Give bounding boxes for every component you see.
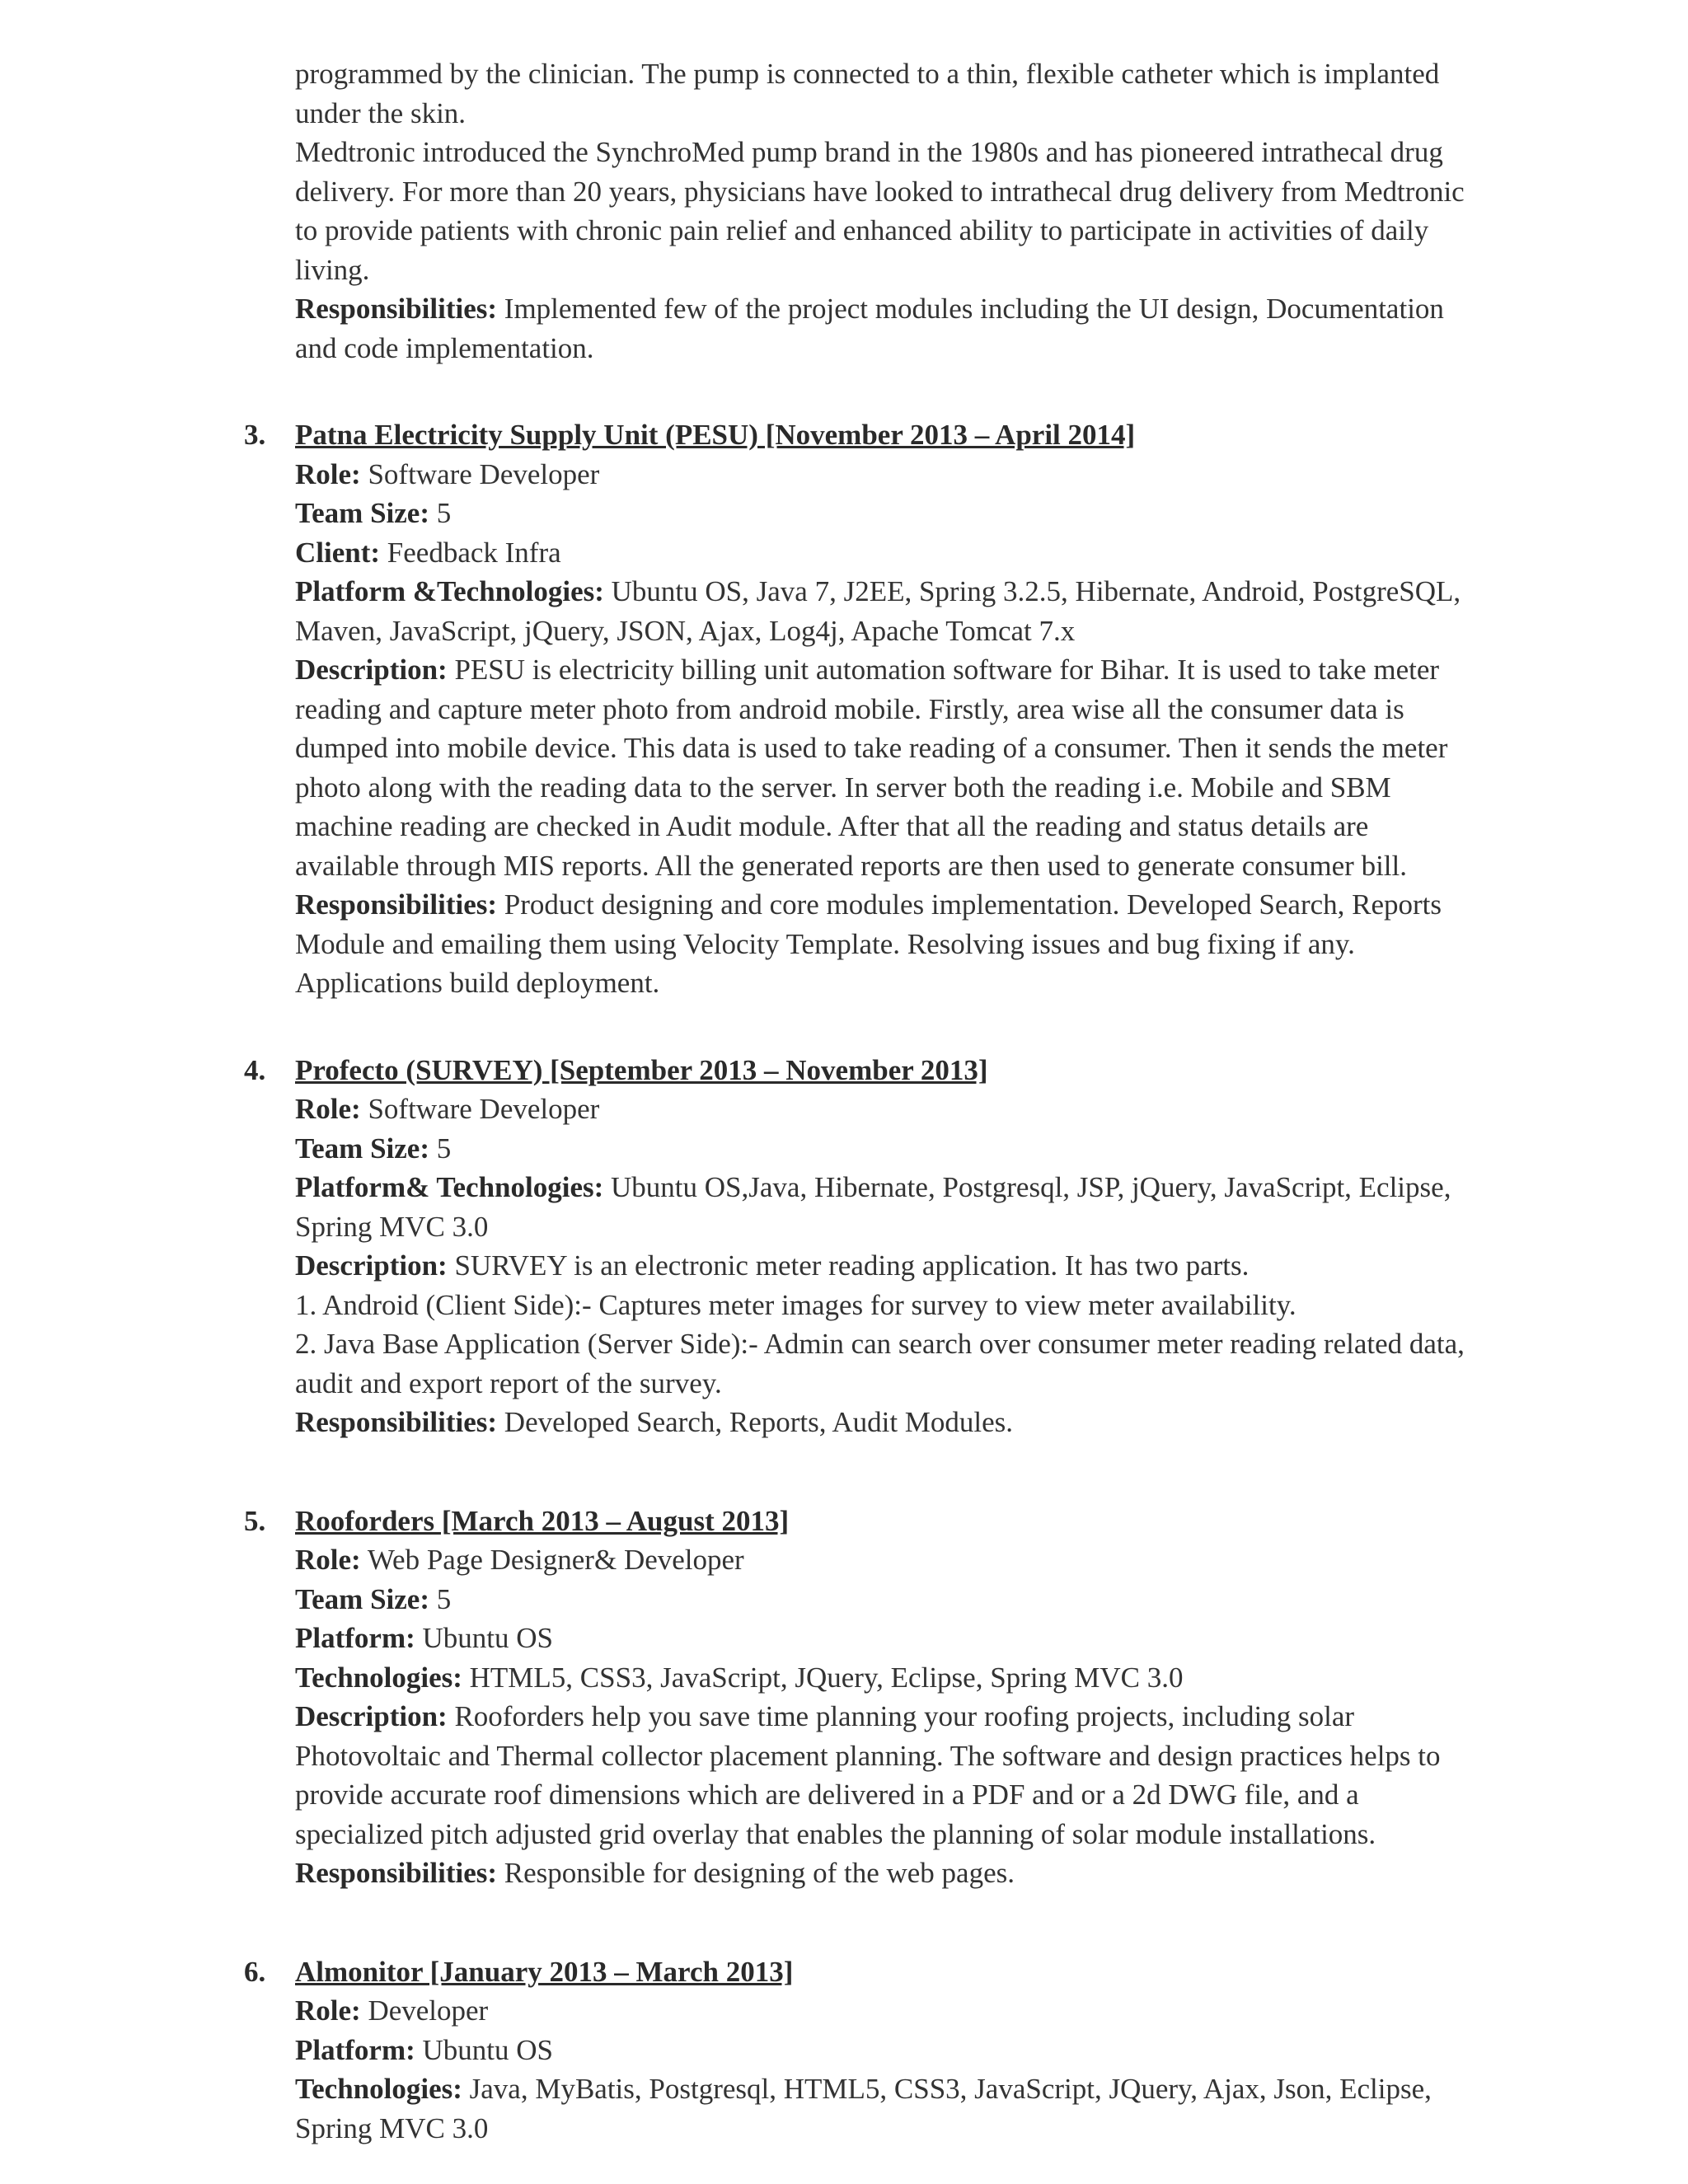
responsibilities-text: Implemented few of the project modules including the UI design, Documentation and code implementation. [295,293,1444,364]
project-number: 3. [244,419,266,451]
intro-responsibilities [295,289,1465,368]
project-rooforders [244,1502,1465,1893]
project-profecto-survey [244,1051,1465,1442]
project-role: Role: Developer [295,1994,489,2027]
project-title: Patna Electricity Supply Unit (PESU) [November 2013 – April 2014] [295,419,1136,451]
project-role: Role: Web Page Designer& Developer [295,1544,744,1576]
project-number: 5. [244,1504,266,1537]
project-technologies: Technologies: Java, MyBatis, Postgresql, HTML5, CSS3, JavaScript, JQuery, Ajax, Json, Eclipse, Spring MVC 3.0 [295,2073,1432,2144]
intro-paragraph-2: Medtronic introduced the SynchroMed pump brand in the 1980s and has pioneered intrathecal drug delivery. For more than 20 years, physicians have looked to intrathecal drug delivery from Medtronic to provide patients with chronic pain relief and enhanced ability to participate in activities of daily living. [295,136,1465,286]
project-team-size: Team Size: 5 [295,1132,452,1165]
project-responsibilities: Responsibilities: Responsible for designing of the web pages. [295,1857,1015,1889]
project-number: 6. [244,1955,266,1988]
medtronic-project-continued [295,54,1465,368]
project-platform: Platform &Technologies: Ubuntu OS, Java 7, J2EE, Spring 3.2.5, Hibernate, Android, PostgreSQL, Maven, JavaScript, jQuery, JSON, Ajax, Log4j, Apache Tomcat 7.x [295,575,1461,647]
project-technologies: Technologies: HTML5, CSS3, JavaScript, JQuery, Eclipse, Spring MVC 3.0 [295,1661,1184,1694]
project-platform: Platform: Ubuntu OS [295,2033,554,2066]
project-title: Rooforders [March 2013 – August 2013] [295,1504,790,1537]
project-team-size: Team Size: 5 [295,1582,452,1615]
intro-paragraph-1: programmed by the clinician. The pump is connected to a thin, flexible catheter which is implanted under the skin. [295,58,1440,129]
project-description-item-1: 1. Android (Client Side):- Captures meter images for survey to view meter availability. [295,1288,1296,1321]
project-title: Almonitor [January 2013 – March 2013] [295,1955,794,1988]
project-platform: Platform: Ubuntu OS [295,1622,554,1654]
responsibilities-label: Responsibilities: [295,293,498,325]
project-responsibilities: Responsibilities: Product designing and core modules implementation. Developed Search, Reports Module and emailing them using Velocity Template. Resolving issues and bug fixing if any. Applications build deployment. [295,888,1442,999]
project-client: Client: Feedback Infra [295,536,561,569]
project-team-size: Team Size: 5 [295,497,452,529]
project-title: Profecto (SURVEY) [September 2013 – November 2013] [295,1053,988,1086]
project-number: 4. [244,1053,266,1086]
project-description: Description: Rooforders help you save time planning your roofing projects, including solar Photovoltaic and Thermal collector placement planning. The software and design practices helps to provide accurate roof dimensions which are delivered in a PDF and or a 2d DWG file, and a specialized pitch adjusted grid overlay that enables the planning of solar module installations. [295,1700,1441,1850]
resume-content [244,54,1465,2148]
project-description: Description: PESU is electricity billing unit automation software for Bihar. It is used to take meter reading and capture meter photo from android mobile. Firstly, area wise all the consumer data is dumped into mobile device. This data is used to take reading of a consumer. Then it sends the meter photo along with the reading data to the server. In server both the reading i.e. Mobile and SBM machine reading are checked in Audit module. After that all the reading and status details are available through MIS reports. All the generated reports are then used to generate consumer bill. [295,654,1448,882]
project-description-item-2: 2. Java Base Application (Server Side):- Admin can search over consumer meter reading related data, audit and export report of the survey. [295,1328,1465,1399]
project-responsibilities: Responsibilities: Developed Search, Reports, Audit Modules. [295,1406,1014,1438]
project-description: Description: SURVEY is an electronic meter reading application. It has two parts. [295,1249,1250,1282]
project-platform: Platform& Technologies: Ubuntu OS,Java, Hibernate, Postgresql, JSP, jQuery, JavaScript, Eclipse, Spring MVC 3.0 [295,1171,1451,1243]
project-role: Role: Software Developer [295,457,600,490]
project-pesu [244,415,1465,1003]
project-role: Role: Software Developer [295,1093,600,1125]
project-almonitor [244,1952,1465,2149]
